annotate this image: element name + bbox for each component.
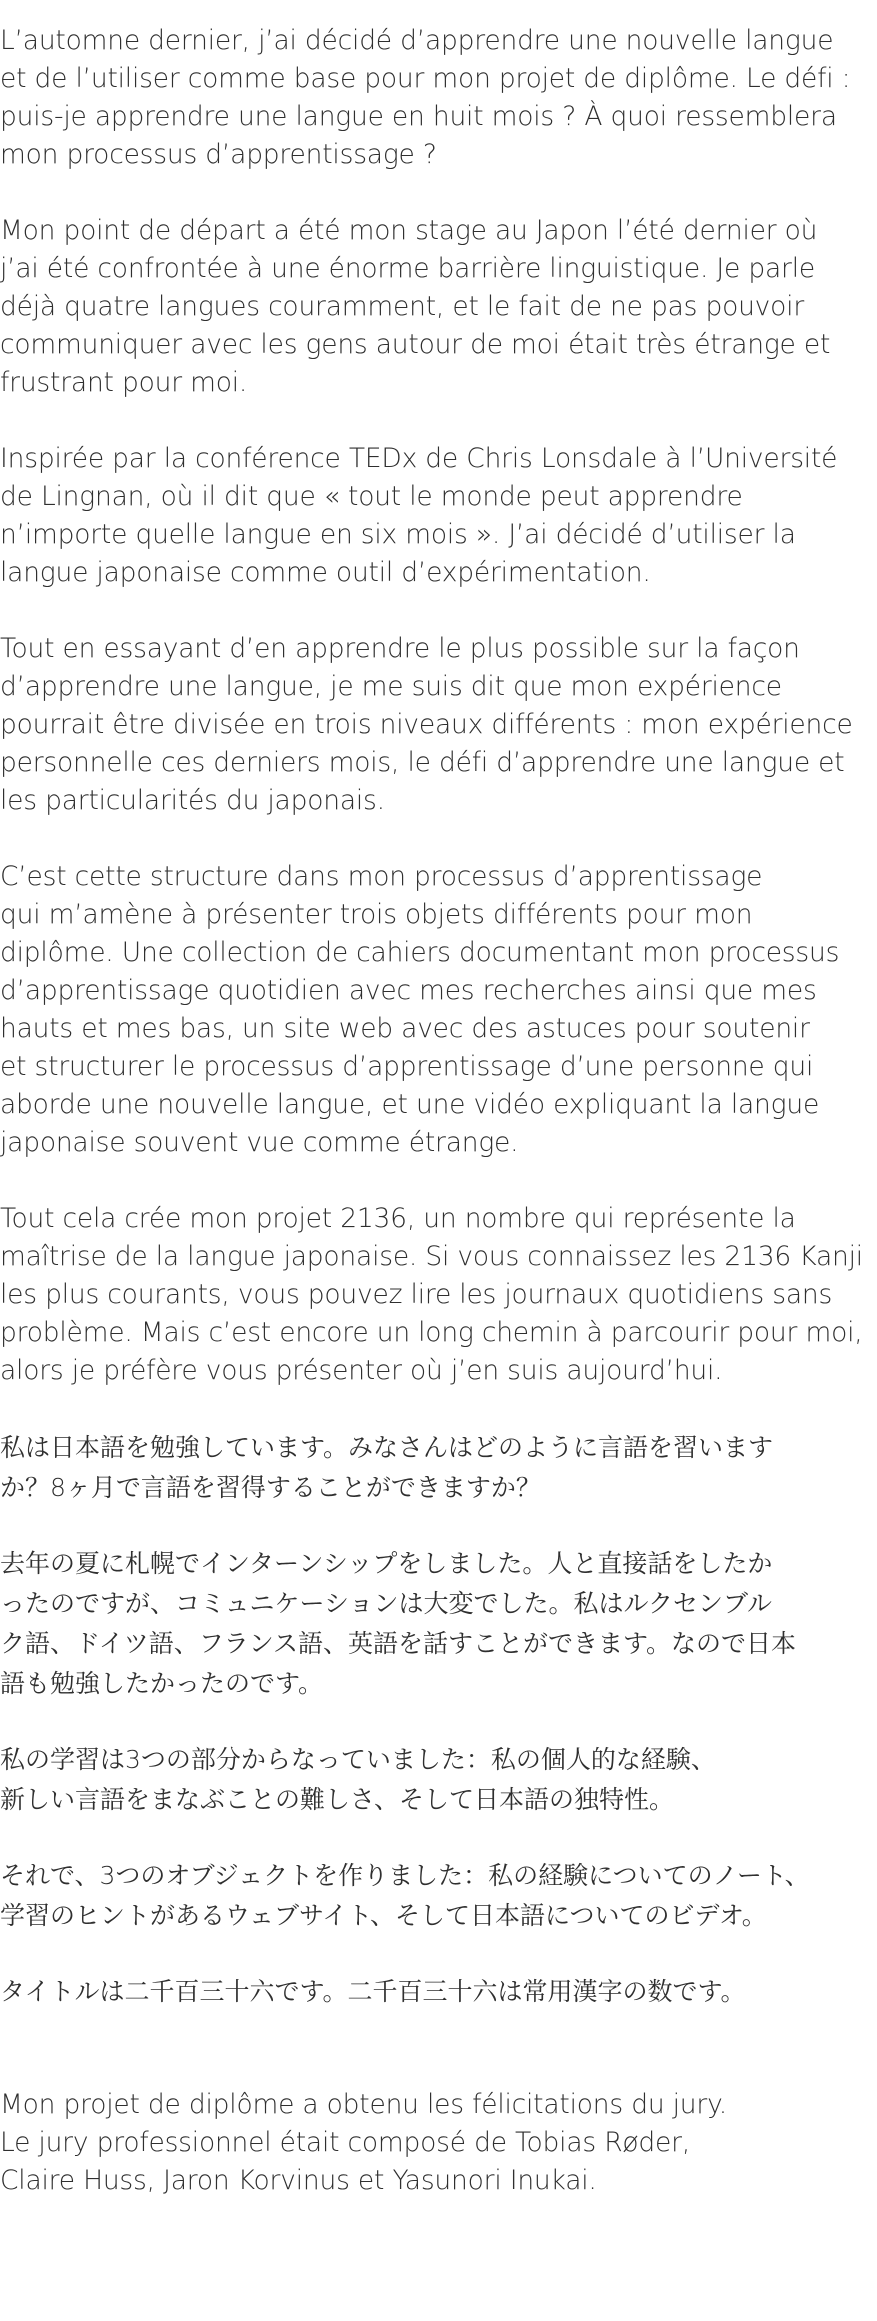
article-body — [0, 22, 877, 2200]
paragraph-jury: Mon projet de diplôme a obtenu les félicitations du jury. Le jury professionnel était composé de Tobias Røder, Claire Huss, Jaron Korvinus et Yasunori Inukai. — [0, 2089, 728, 2196]
paragraph-starting-point: Mon point de départ a été mon stage au Japon l’été dernier où j’ai été confrontée à une énorme barrière linguistique. Je parle déjà quatre langues couramment, et le fait de ne pas pouvoir communiquer avec les gens autour de moi était très étrange et frustrant pour moi. — [0, 215, 831, 398]
japanese-paragraph-title: タイトルは二千百三十六です。二千百三十六は常用漢字の数です。 — [0, 1977, 746, 2006]
japanese-paragraph-learning: 私の学習は3つの部分からなっていました：私の個人的な経験、 新しい言語をまなぶことの難しさ、そして日本語の独特性。 — [0, 1745, 716, 1814]
paragraph-inspiration: Inspirée par la conférence TEDx de Chris Lonsdale à l’Université de Lingnan, où il dit que « tout le monde peut apprendre n’importe quelle langue en six mois ». J’ai décidé d’utiliser la langue japonaise comme outil d’expérimentation. — [0, 443, 838, 588]
paragraph-project-2136: Tout cela crée mon projet 2136, un nombre qui représente la maîtrise de la langue japonaise. Si vous connaissez les 2136 Kanji les plus courants, vous pouvez lire les journaux quotidiens sans problème. Mais c’est encore un long chemin à parcourir pour moi, alors je préfère vous présenter où j’en suis aujourd’hui. — [0, 1203, 863, 1386]
japanese-paragraph-objects: それで、3つのオブジェクトを作りました：私の経験についてのノート、 学習のヒントがあるウェブサイト、そして日本語についてのビデオ。 — [0, 1861, 810, 1930]
paragraph-intro: L’automne dernier, j’ai décidé d’apprendre une nouvelle langue et de l’utiliser comme base pour mon projet de diplôme. Le défi : puis-je apprendre une langue en huit mois ? À quoi ressemblera mon processus d’apprentissage ? — [0, 25, 851, 170]
japanese-paragraph-internship: 去年の夏に札幌でインターンシップをしました。人と直接話をしたか ったのですが、コミュニケーションは大変でした。私はルクセンブル ク語、ドイツ語、フランス語、英語を話すことができます。なので日本 語も勉強したかったのです。 — [0, 1549, 797, 1698]
paragraph-structure: C’est cette structure dans mon processus d’apprentissage qui m’amène à présenter trois objets différents pour mon diplôme. Une collection de cahiers documentant mon processus d’apprentissage quotidien avec mes recherches ainsi que mes hauts et mes bas, un site web avec des astuces pour soutenir et structurer le processus d’apprentissage d’une personne qui aborde une nouvelle langue, et une vidéo expliquant la langue japonaise souvent vue comme étrange. — [0, 861, 840, 1158]
japanese-paragraph-intro: 私は日本語を勉強しています。みなさんはどのように言語を習います か？8ヶ月で言語を習得することができますか？ — [0, 1433, 774, 1502]
paragraph-levels: Tout en essayant d’en apprendre le plus possible sur la façon d’apprendre une langue, je me suis dit que mon expérience pourrait être divisée en trois niveaux différents : mon expérience personnelle ces derniers mois, le défi d’apprendre une langue et les particularités du japonais. — [0, 633, 853, 816]
